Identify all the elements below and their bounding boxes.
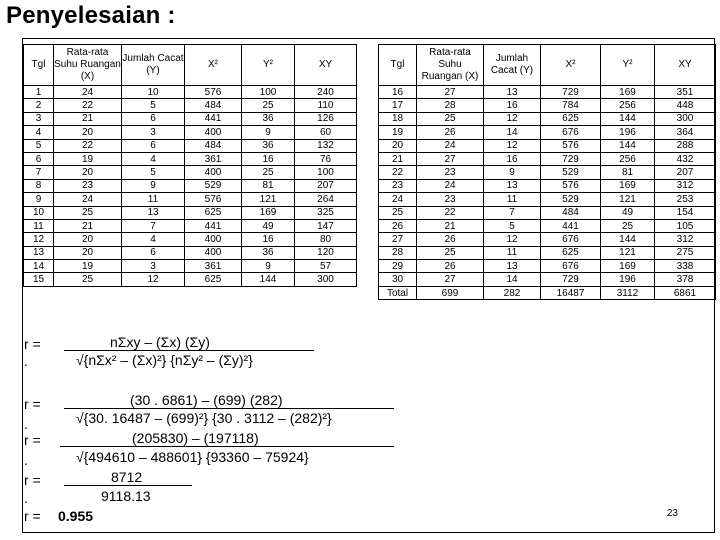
right-table-row	[379, 193, 716, 206]
left-cell: 147	[295, 219, 357, 232]
right-cell: 5	[484, 219, 541, 232]
left-table-row	[24, 166, 357, 179]
left-cell: 132	[295, 139, 357, 152]
right-cell: 448	[655, 99, 716, 112]
right-header-row	[379, 45, 716, 86]
right-cell: 23	[379, 179, 417, 192]
left-cell: 6	[24, 152, 54, 165]
left-cell: 361	[185, 260, 242, 273]
left-cell: 16	[242, 233, 295, 246]
left-cell: 240	[295, 86, 357, 99]
right-cell: 28	[417, 99, 484, 112]
right-cell: 784	[541, 99, 601, 112]
right-table-row	[379, 166, 716, 179]
left-cell: 300	[295, 273, 357, 286]
left-cell: 21	[54, 219, 122, 232]
dot-4: .	[24, 490, 28, 506]
right-header-cell: Rata-rata Suhu Ruangan (X)	[417, 45, 484, 86]
denominator-1: √{nΣx² – (Σx)²} {nΣy² – (Σy)²}	[76, 352, 253, 368]
fraction-bar-3	[60, 446, 394, 447]
left-cell: 207	[295, 179, 357, 192]
right-cell: 24	[417, 139, 484, 152]
correlation-result: 0.955	[58, 508, 94, 524]
left-cell: 5	[24, 139, 54, 152]
right-cell: 154	[655, 206, 716, 219]
left-cell: 14	[24, 260, 54, 273]
right-table-row	[379, 152, 716, 165]
left-cell: 36	[242, 246, 295, 259]
left-table-row	[24, 273, 357, 286]
left-cell: 9	[122, 179, 185, 192]
right-cell: 441	[541, 219, 601, 232]
right-cell: 28	[379, 246, 417, 259]
left-cell: 484	[185, 99, 242, 112]
left-cell: 3	[122, 260, 185, 273]
right-cell: 3112	[601, 286, 655, 299]
page-title: Penyelesaian :	[6, 2, 176, 29]
left-cell: 400	[185, 166, 242, 179]
right-cell: 26	[417, 260, 484, 273]
dot-1: .	[24, 353, 28, 369]
right-header-cell: XY	[655, 45, 716, 86]
right-cell: 576	[541, 139, 601, 152]
right-cell: 529	[541, 193, 601, 206]
left-cell: 81	[242, 179, 295, 192]
right-cell: 105	[655, 219, 716, 232]
left-header-cell: Y²	[242, 45, 295, 86]
left-table-row	[24, 112, 357, 125]
left-cell: 144	[242, 273, 295, 286]
left-cell: 20	[54, 246, 122, 259]
right-cell: 25	[417, 112, 484, 125]
denominator-3: √{494610 – 488601} {93360 – 75924}	[76, 449, 309, 465]
right-table-row	[379, 233, 716, 246]
left-cell: 264	[295, 193, 357, 206]
numerator-3: (205830) – (197118)	[132, 430, 259, 446]
left-cell: 441	[185, 219, 242, 232]
denominator-4: 9118.13	[101, 488, 151, 504]
right-cell: 144	[601, 112, 655, 125]
left-cell: 5	[122, 166, 185, 179]
left-cell: 16	[242, 152, 295, 165]
left-cell: 400	[185, 246, 242, 259]
left-cell: 361	[185, 152, 242, 165]
right-cell: 11	[484, 193, 541, 206]
left-cell: 9	[242, 260, 295, 273]
right-cell: 676	[541, 260, 601, 273]
right-cell: 338	[655, 260, 716, 273]
r-label-4: r =	[24, 472, 41, 488]
left-cell: 11	[24, 219, 54, 232]
left-cell: 5	[122, 99, 185, 112]
numerator-4: 8712	[111, 469, 143, 485]
left-cell: 13	[24, 246, 54, 259]
r-label-5: r =	[24, 508, 41, 524]
data-table-right	[378, 44, 716, 300]
left-cell: 625	[185, 206, 242, 219]
right-cell: 121	[601, 193, 655, 206]
right-cell: 699	[417, 286, 484, 299]
left-cell: 3	[24, 112, 54, 125]
left-table-row	[24, 86, 357, 99]
right-cell: 12	[484, 233, 541, 246]
left-cell: 7	[122, 219, 185, 232]
left-cell: 576	[185, 193, 242, 206]
left-cell: 24	[54, 193, 122, 206]
right-cell: 576	[541, 179, 601, 192]
right-cell: 9	[484, 166, 541, 179]
left-cell: 11	[122, 193, 185, 206]
fraction-bar-2	[64, 408, 394, 409]
right-cell: 625	[541, 112, 601, 125]
dot-2: .	[24, 416, 28, 432]
left-cell: 441	[185, 112, 242, 125]
right-cell: 169	[601, 260, 655, 273]
right-table-row	[379, 273, 716, 286]
left-cell: 6	[122, 246, 185, 259]
left-cell: 120	[295, 246, 357, 259]
right-cell: 18	[379, 112, 417, 125]
right-table-row	[379, 246, 716, 259]
right-cell: 144	[601, 233, 655, 246]
right-cell: 25	[601, 219, 655, 232]
left-cell: 25	[54, 273, 122, 286]
right-table-row	[379, 112, 716, 125]
left-table-row	[24, 99, 357, 112]
right-cell: 13	[484, 86, 541, 99]
right-cell: 729	[541, 152, 601, 165]
left-cell: 12	[24, 233, 54, 246]
right-cell: 14	[484, 273, 541, 286]
left-cell: 13	[122, 206, 185, 219]
data-table-left	[23, 44, 357, 287]
right-cell: 300	[655, 112, 716, 125]
right-cell: 169	[601, 86, 655, 99]
right-table-row	[379, 286, 716, 299]
right-cell: 23	[417, 166, 484, 179]
left-cell: 484	[185, 139, 242, 152]
right-cell: 729	[541, 86, 601, 99]
left-cell: 126	[295, 112, 357, 125]
left-cell: 36	[242, 139, 295, 152]
right-cell: 25	[417, 246, 484, 259]
r-label-2: r =	[24, 396, 41, 412]
right-table-row	[379, 99, 716, 112]
left-cell: 25	[54, 206, 122, 219]
right-cell: 288	[655, 139, 716, 152]
right-cell: 21	[417, 219, 484, 232]
left-cell: 576	[185, 86, 242, 99]
denominator-2: √{30. 16487 – (699)²} {30 . 3112 – (282)²}	[76, 410, 332, 426]
right-cell: 144	[601, 139, 655, 152]
right-cell: 484	[541, 206, 601, 219]
right-cell: 196	[601, 273, 655, 286]
left-cell: 20	[54, 126, 122, 139]
left-cell: 4	[122, 152, 185, 165]
right-cell: 16487	[541, 286, 601, 299]
left-cell: 9	[24, 193, 54, 206]
right-cell: 625	[541, 246, 601, 259]
right-cell: 432	[655, 152, 716, 165]
left-cell: 325	[295, 206, 357, 219]
left-cell: 57	[295, 260, 357, 273]
right-cell: Total	[379, 286, 417, 299]
numerator-2: (30 . 6861) – (699) (282)	[130, 392, 283, 408]
left-cell: 400	[185, 233, 242, 246]
right-cell: 16	[484, 99, 541, 112]
right-cell: 282	[484, 286, 541, 299]
left-cell: 8	[24, 179, 54, 192]
left-cell: 80	[295, 233, 357, 246]
right-cell: 351	[655, 86, 716, 99]
right-cell: 81	[601, 166, 655, 179]
r-label-1: r =	[24, 336, 41, 352]
right-cell: 26	[379, 219, 417, 232]
left-cell: 20	[54, 166, 122, 179]
right-cell: 12	[484, 139, 541, 152]
right-cell: 6861	[655, 286, 716, 299]
left-cell: 20	[54, 233, 122, 246]
left-table-row	[24, 152, 357, 165]
right-cell: 312	[655, 179, 716, 192]
left-cell: 25	[242, 166, 295, 179]
left-cell: 4	[122, 233, 185, 246]
numerator-1: nΣxy – (Σx) (Σy)	[110, 334, 210, 350]
right-cell: 27	[417, 273, 484, 286]
left-cell: 6	[122, 139, 185, 152]
left-header-row	[24, 45, 357, 86]
left-cell: 10	[122, 86, 185, 99]
left-cell: 60	[295, 126, 357, 139]
right-cell: 13	[484, 260, 541, 273]
left-cell: 400	[185, 126, 242, 139]
right-cell: 207	[655, 166, 716, 179]
right-cell: 21	[379, 152, 417, 165]
left-cell: 121	[242, 193, 295, 206]
right-cell: 256	[601, 99, 655, 112]
right-cell: 16	[484, 152, 541, 165]
right-cell: 14	[484, 126, 541, 139]
right-cell: 24	[379, 193, 417, 206]
left-cell: 76	[295, 152, 357, 165]
right-cell: 30	[379, 273, 417, 286]
right-cell: 12	[484, 112, 541, 125]
left-cell: 21	[54, 112, 122, 125]
left-cell: 22	[54, 99, 122, 112]
r-label-3: r =	[24, 432, 41, 448]
right-cell: 27	[417, 86, 484, 99]
left-cell: 12	[122, 273, 185, 286]
right-cell: 13	[484, 179, 541, 192]
right-cell: 275	[655, 246, 716, 259]
right-cell: 17	[379, 99, 417, 112]
left-cell: 6	[122, 112, 185, 125]
right-cell: 729	[541, 273, 601, 286]
page-number: 23	[666, 508, 678, 519]
right-cell: 22	[379, 166, 417, 179]
left-cell: 100	[242, 86, 295, 99]
left-table-row	[24, 206, 357, 219]
left-table-row	[24, 233, 357, 246]
right-cell: 19	[379, 126, 417, 139]
right-table-row	[379, 260, 716, 273]
left-cell: 1	[24, 86, 54, 99]
right-table-row	[379, 86, 716, 99]
right-cell: 378	[655, 273, 716, 286]
right-table-row	[379, 139, 716, 152]
right-table-row	[379, 206, 716, 219]
right-cell: 25	[379, 206, 417, 219]
right-cell: 24	[417, 179, 484, 192]
right-header-cell: Tgl	[379, 45, 417, 86]
left-header-cell: Rata-rata Suhu Ruangan (X)	[54, 45, 122, 86]
left-cell: 110	[295, 99, 357, 112]
left-cell: 529	[185, 179, 242, 192]
left-cell: 22	[54, 139, 122, 152]
right-table-row	[379, 179, 716, 192]
right-cell: 26	[417, 233, 484, 246]
right-cell: 23	[417, 193, 484, 206]
right-table-row	[379, 126, 716, 139]
left-header-cell: X²	[185, 45, 242, 86]
right-cell: 20	[379, 139, 417, 152]
right-cell: 676	[541, 233, 601, 246]
left-header-cell: XY	[295, 45, 357, 86]
fraction-bar-1	[64, 350, 314, 351]
left-header-cell: Jumlah Cacat (Y)	[122, 45, 185, 86]
left-table-row	[24, 179, 357, 192]
right-cell: 49	[601, 206, 655, 219]
right-cell: 26	[417, 126, 484, 139]
left-cell: 15	[24, 273, 54, 286]
right-cell: 169	[601, 179, 655, 192]
left-cell: 2	[24, 99, 54, 112]
left-cell: 25	[242, 99, 295, 112]
fraction-bar-4	[64, 485, 192, 486]
dot-3: .	[24, 452, 28, 468]
right-cell: 364	[655, 126, 716, 139]
left-table-row	[24, 139, 357, 152]
right-cell: 27	[379, 233, 417, 246]
right-cell: 312	[655, 233, 716, 246]
right-cell: 29	[379, 260, 417, 273]
left-table-row	[24, 260, 357, 273]
left-header-cell: Tgl	[24, 45, 54, 86]
left-cell: 9	[242, 126, 295, 139]
left-cell: 24	[54, 86, 122, 99]
right-table-row	[379, 219, 716, 232]
left-table-row	[24, 246, 357, 259]
right-cell: 676	[541, 126, 601, 139]
left-table-row	[24, 126, 357, 139]
left-cell: 10	[24, 206, 54, 219]
left-cell: 19	[54, 260, 122, 273]
right-cell: 16	[379, 86, 417, 99]
left-cell: 19	[54, 152, 122, 165]
left-cell: 3	[122, 126, 185, 139]
left-table-row	[24, 193, 357, 206]
left-cell: 100	[295, 166, 357, 179]
right-header-cell: Y²	[601, 45, 655, 86]
left-cell: 169	[242, 206, 295, 219]
right-header-cell: X²	[541, 45, 601, 86]
right-cell: 7	[484, 206, 541, 219]
left-cell: 23	[54, 179, 122, 192]
right-cell: 27	[417, 152, 484, 165]
left-cell: 49	[242, 219, 295, 232]
right-cell: 121	[601, 246, 655, 259]
right-cell: 253	[655, 193, 716, 206]
left-cell: 36	[242, 112, 295, 125]
left-cell: 625	[185, 273, 242, 286]
right-cell: 256	[601, 152, 655, 165]
right-cell: 196	[601, 126, 655, 139]
right-header-cell: Jumlah Cacat (Y)	[484, 45, 541, 86]
right-cell: 529	[541, 166, 601, 179]
left-cell: 4	[24, 126, 54, 139]
right-cell: 22	[417, 206, 484, 219]
right-cell: 11	[484, 246, 541, 259]
left-table-row	[24, 219, 357, 232]
left-cell: 7	[24, 166, 54, 179]
